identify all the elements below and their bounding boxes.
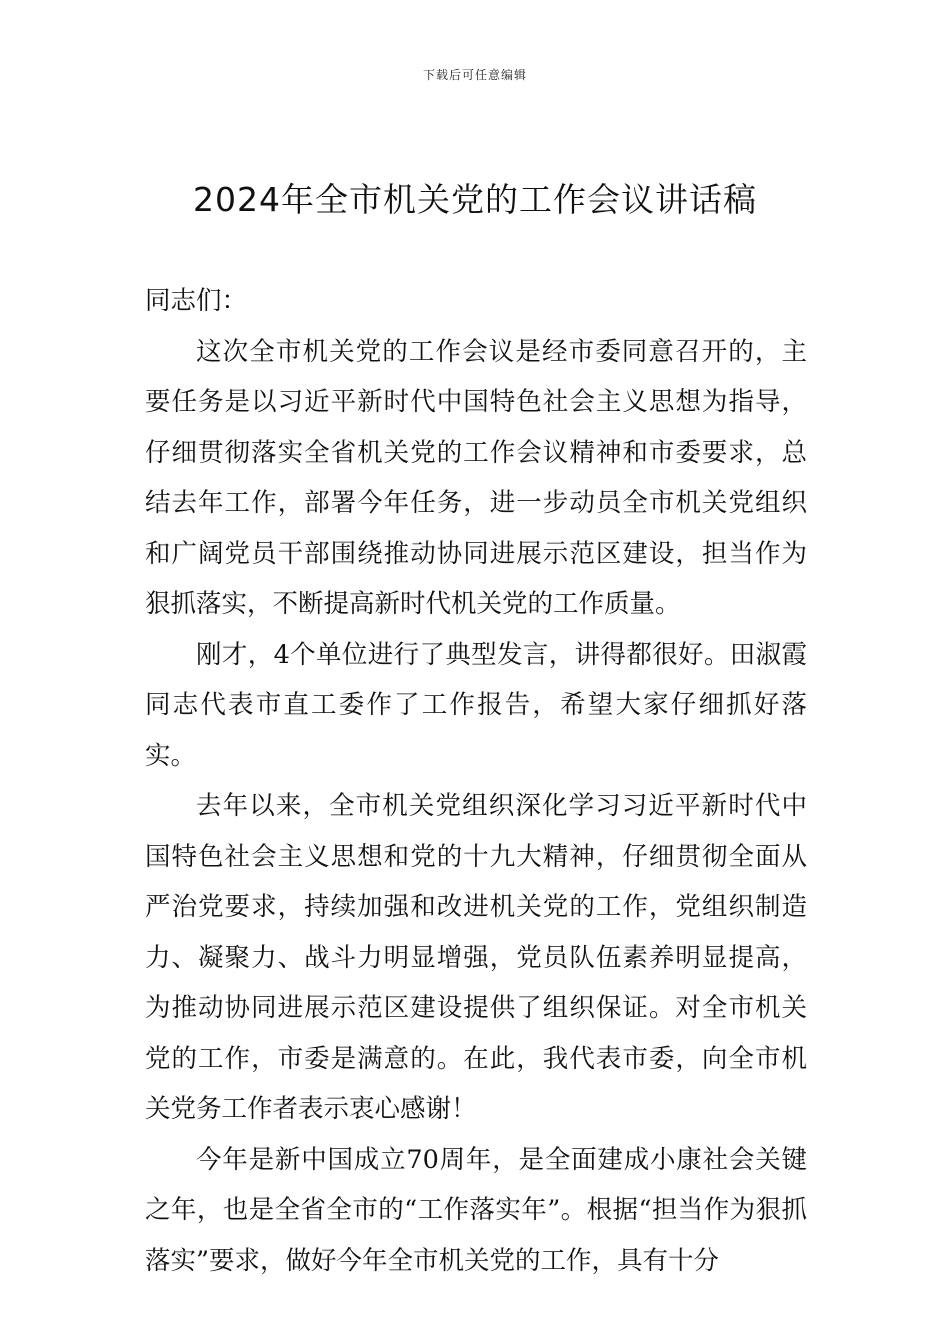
paragraph-this-year: 今年是新中国成立70周年，是全面建成小康社会关键之年，也是全省全市的“工作落实年”。根据“担当作为狠抓落实”要求，做好今年全市机关党的工作，具有十分 [145,1144,807,1276]
paragraph-speeches: 刚才，4个单位进行了典型发言，讲得都很好。田淑霞同志代表市直工委作了工作报告，希望大家仔细抓好落实。 [145,639,807,771]
document-title: 2024年全市机关党的工作会议讲话稿 [193,180,757,219]
document-body [145,276,807,1286]
paragraph-review: 去年以来，全市机关党组织深化学习习近平新时代中国特色社会主义思想和党的十九大精神，仔细贯彻全面从严治党要求，持续加强和改进机关党的工作，党组织制造力、凝聚力、战斗力明显增强，党员队伍素养明显提高，为推动协同进展示范区建设提供了组织保证。对全市机关党的工作，市委是满意的。在此，我代表市委，向全市机关党务工作者表示衷心感谢！ [145,791,807,1124]
salutation: 同志们： [145,286,248,316]
paragraph-opening: 这次全市机关党的工作会议是经市委同意召开的，主要任务是以习近平新时代中国特色社会主义思想为指导，仔细贯彻落实全省机关党的工作会议精神和市委要求，总结去年工作，部署今年任务，进一步动员全市机关党组织和广阔党员干部围绕推动协同进展示范区建设，担当作为狠抓落实，不断提高新时代机关党的工作质量。 [145,336,807,619]
header-note: 下载后可任意编辑 [422,68,527,82]
